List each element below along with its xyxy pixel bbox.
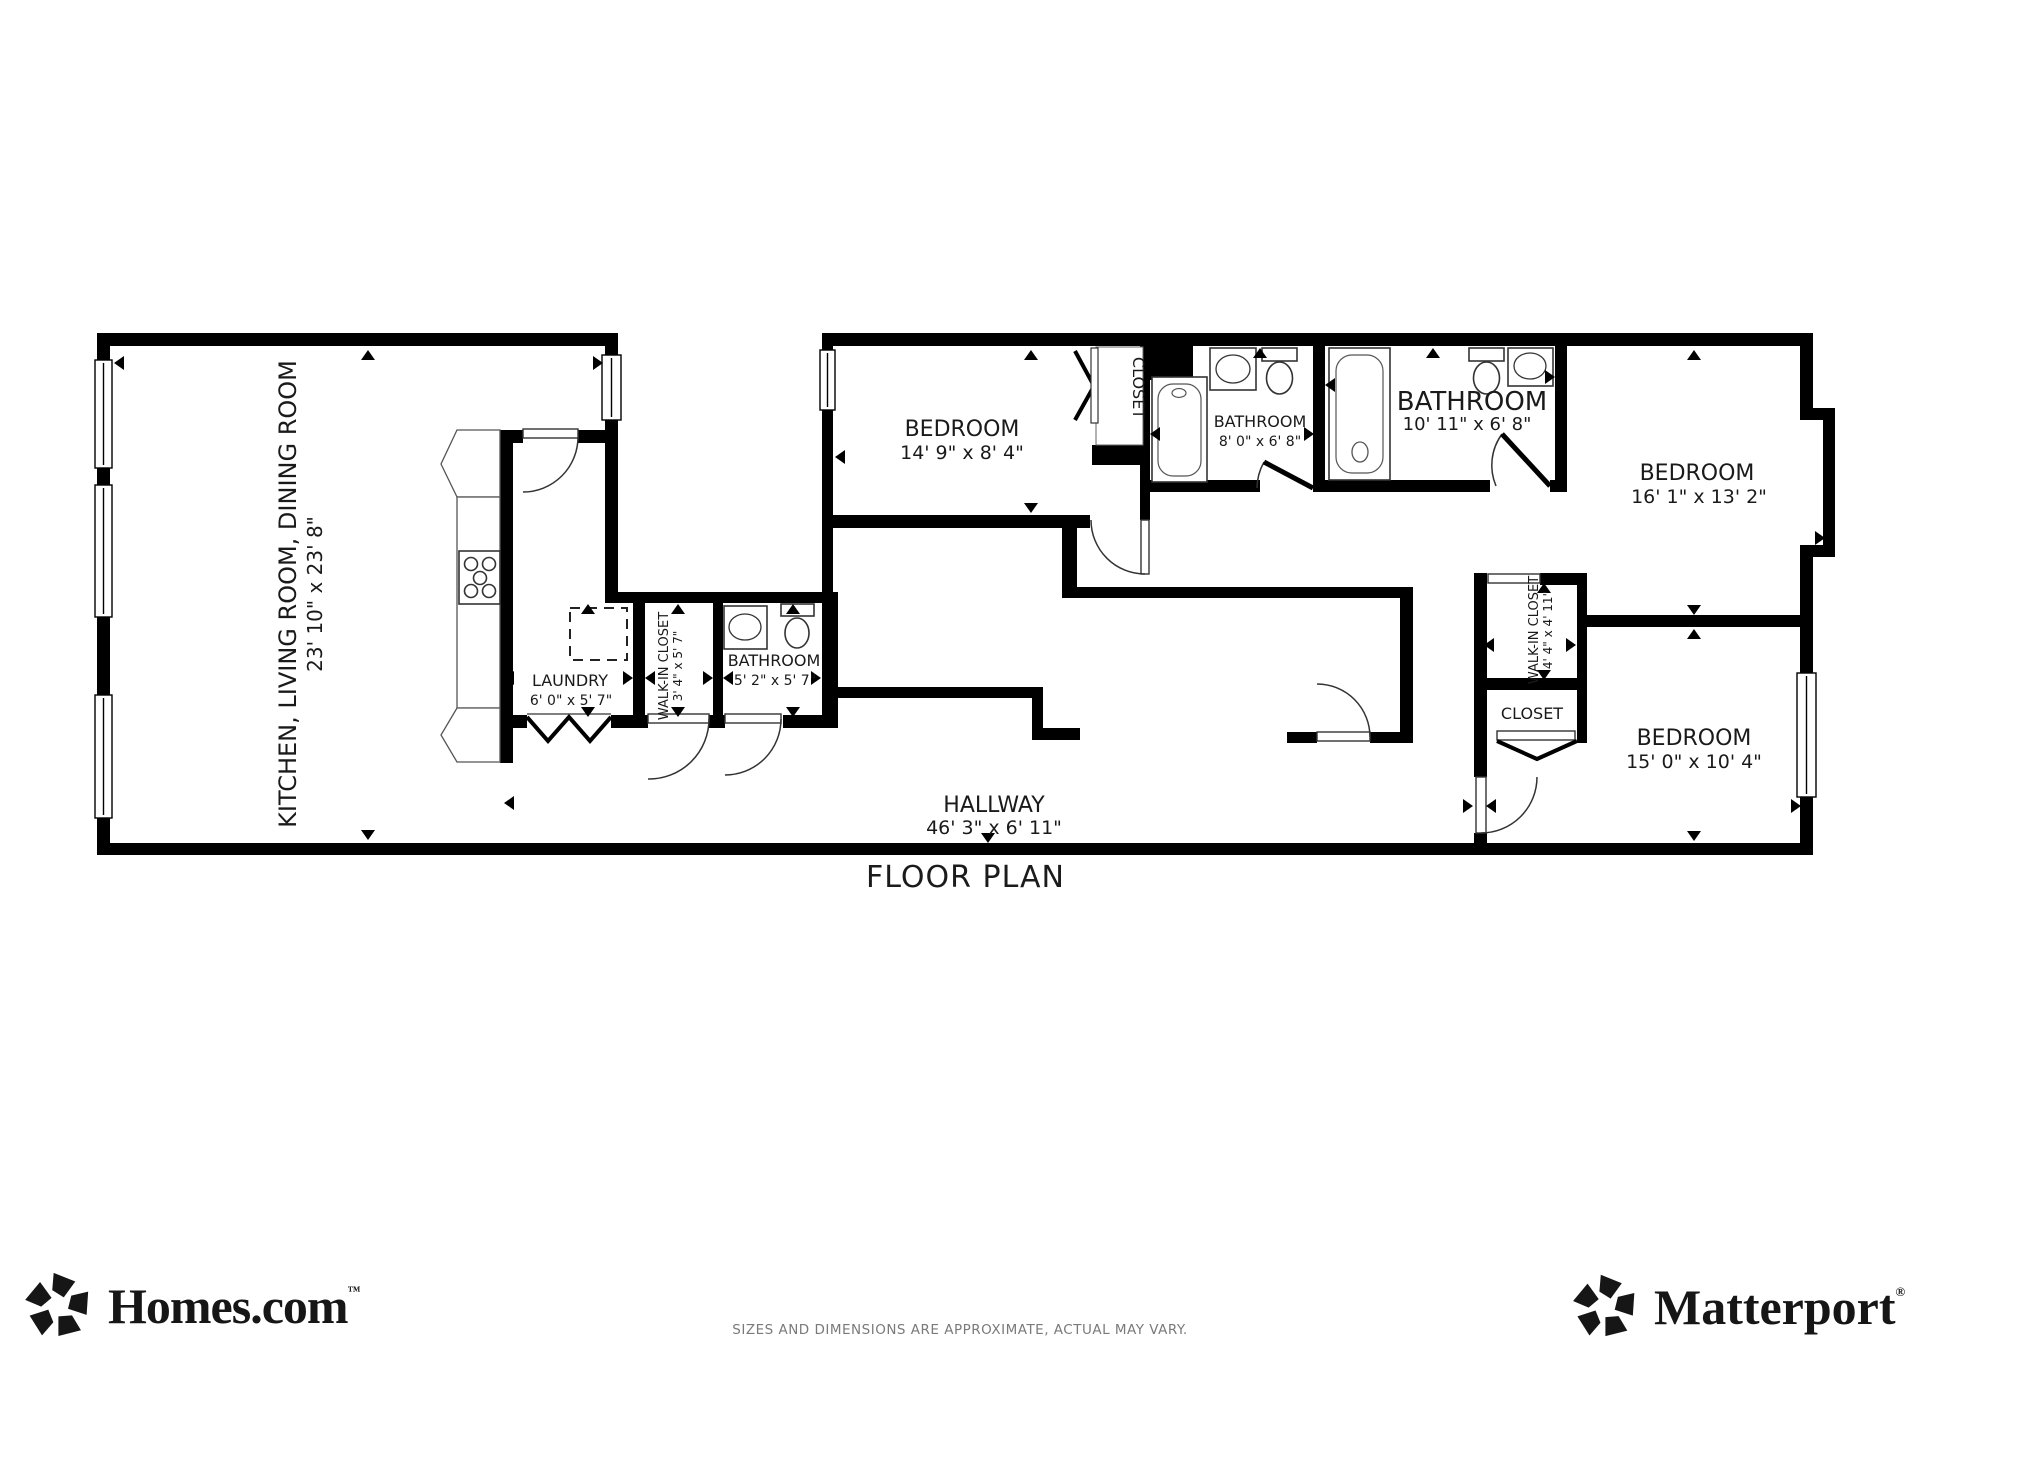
room-dims-walk-in-closet-2: 4' 4" x 4' 11" <box>1541 590 1555 670</box>
swing-door-leaves <box>1264 434 1550 488</box>
window <box>1797 673 1816 797</box>
room-label-bedroom-3: BEDROOM <box>1636 726 1752 751</box>
room-label-closet-top: CLOSET <box>1129 356 1148 420</box>
walls <box>97 333 1835 855</box>
washer-dryer-dashed <box>570 608 627 660</box>
room-label-bathroom-3: BATHROOM <box>727 651 821 670</box>
disclaimer-text: SIZES AND DIMENSIONS ARE APPROXIMATE, ACTUAL MAY VARY. <box>732 1322 1188 1338</box>
room-dims-bathroom-1: 8' 0" x 6' 8" <box>1218 434 1302 450</box>
bathtub-icon <box>1152 377 1207 482</box>
room-label-walk-in-closet-2: WALK-IN CLOSET <box>1527 575 1542 685</box>
room-label-bathroom-1: BATHROOM <box>1213 412 1307 431</box>
room-label-bedroom-2: BEDROOM <box>1639 461 1755 486</box>
room-label-laundry: LAUNDRY <box>531 671 609 690</box>
window <box>95 695 112 818</box>
room-label-walk-in-closet-1: WALK-IN CLOSET <box>657 611 672 721</box>
room-label-hallway: HALLWAY <box>943 793 1045 818</box>
window <box>95 485 112 617</box>
room-dims-bedroom-2: 16' 1" x 13' 2" <box>1631 486 1767 508</box>
toilet-icon <box>1262 348 1297 394</box>
registered-symbol: ® <box>1895 1284 1906 1299</box>
homes-pinwheel-icon <box>22 1268 94 1344</box>
homes-wordmark: Homes.com™ <box>108 1278 360 1334</box>
stove-icon <box>459 551 500 604</box>
room-label-bathroom-2: BATHROOM <box>1396 387 1548 417</box>
room-dims-bathroom-2: 10' 11" x 6' 8" <box>1402 414 1532 435</box>
room-dims-bedroom-1: 14' 9" x 8' 4" <box>900 442 1024 464</box>
matterport-logo <box>1570 1270 1905 1344</box>
homes-logo <box>22 1268 360 1344</box>
bathtub-icon <box>1329 348 1390 480</box>
sink-icon <box>1210 348 1256 390</box>
page-title: FLOOR PLAN <box>866 860 1065 895</box>
matterport-pinwheel-icon <box>1570 1270 1640 1344</box>
room-dims-bedroom-3: 15' 0" x 10' 4" <box>1626 751 1762 773</box>
matterport-wordmark: Matterport® <box>1654 1279 1906 1335</box>
room-dims-laundry: 6' 0" x 5' 7" <box>529 693 613 709</box>
room-label-closet-right: CLOSET <box>1500 704 1564 723</box>
room-dims-walk-in-closet-1: 3' 4" x 5' 7" <box>671 630 685 702</box>
window <box>602 355 621 420</box>
closet-door-frame <box>1091 348 1098 423</box>
window <box>820 350 835 410</box>
room-dims-hallway: 46' 3" x 6' 11" <box>926 817 1062 839</box>
room-dims-bathroom-3: 5' 2" x 5' 7" <box>733 673 817 689</box>
room-label-bedroom-1: BEDROOM <box>904 417 1020 442</box>
window <box>95 360 112 468</box>
room-label-kitchen-living-dining: KITCHEN, LIVING ROOM, DINING ROOM <box>274 360 302 828</box>
trademark-symbol: ™ <box>347 1283 360 1298</box>
room-dims-kitchen-living-dining: 23' 10" x 23' 8" <box>303 516 327 672</box>
sink-icon <box>724 606 767 649</box>
